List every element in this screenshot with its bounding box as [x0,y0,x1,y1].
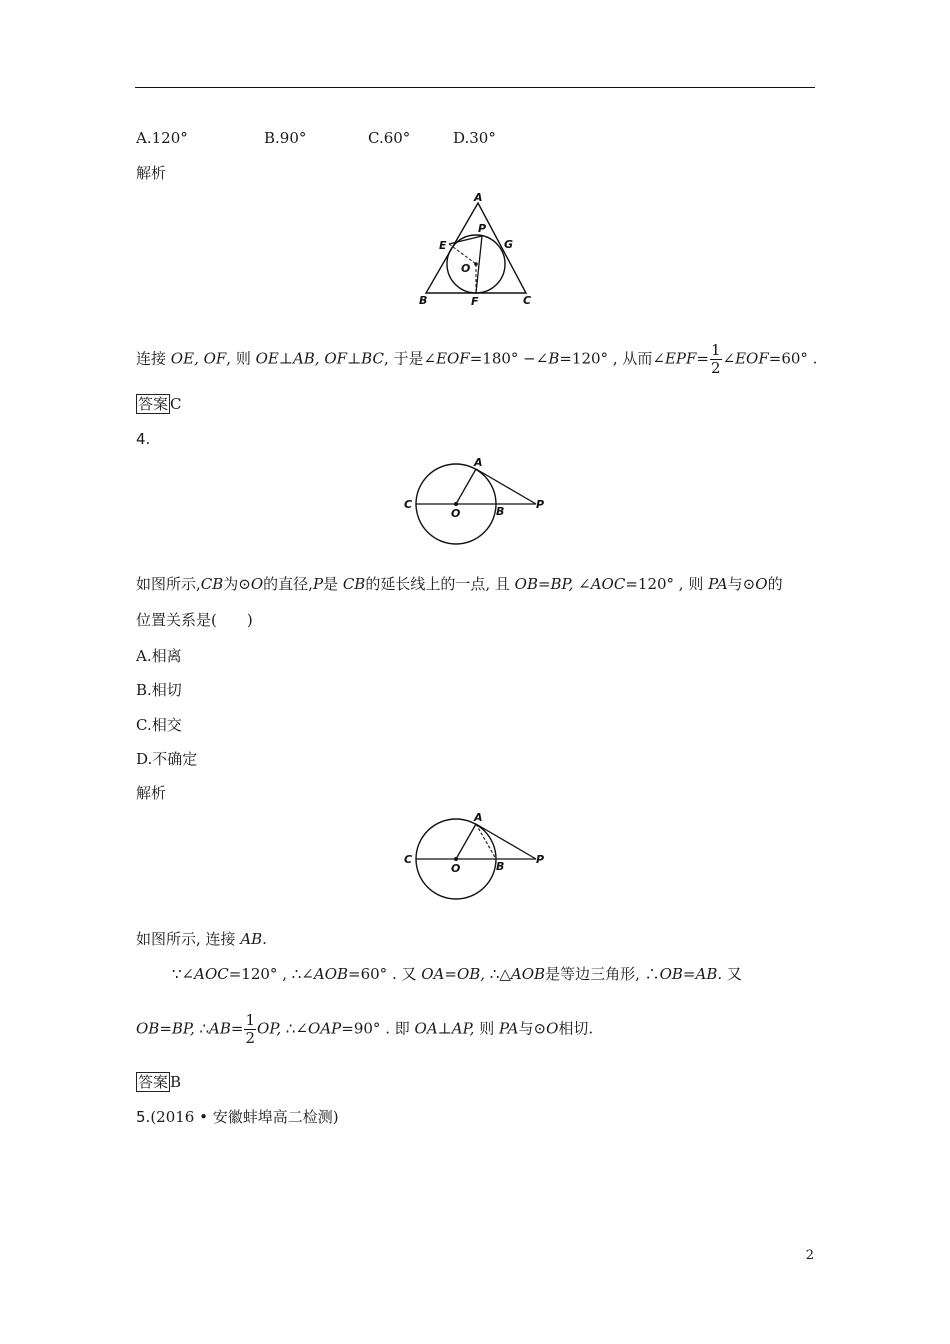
q5-source: (2016 • 安徽蚌埠高二检测) [150,1108,339,1126]
q3-answer-value: C [170,395,182,413]
q5-header [136,1107,339,1127]
q3-solution: 连接 OE, OF, 则 OE⊥AB, OF⊥BC, 于是∠EOF=180° −∠B=120° , 从而∠EPF= $\frac{1}{2}$ ∠EOF=60° . [136,341,818,377]
q4s-label-a: A [474,811,483,824]
q3-label-g: G [504,238,514,251]
q4s-label-o: O [451,862,461,875]
q4-label-p: P [536,498,545,511]
q4-solution-line1: 如图所示, 连接 AB. [136,930,267,948]
q4-option-a: A.相离 [136,647,182,665]
q3-label-p: P [478,222,487,235]
q3-fraction: $\frac{1}{2}$ [710,341,721,377]
q3-label-a: A [474,191,483,204]
q4-solution-figure [400,810,555,902]
q3-label-e: E [439,239,447,252]
q3-label-f: F [471,295,479,308]
q4-figure [400,455,555,547]
q3-label-b: B [419,294,428,307]
page-number: 2 [805,1248,814,1263]
header-rule [135,87,815,88]
q4-number: 4. [136,430,151,448]
q4-stem-line1: 如图所示,CB为⊙O的直径,P是 CB的延长线上的一点, 且 OB=BP, ∠AOC=120° , 则 PA与⊙O的 [136,575,783,593]
q4-label-c: C [404,498,413,511]
q4-fraction: $\frac{1}{2}$ [245,1011,256,1047]
q3-option-c: C.60° [368,129,411,147]
q4-answer-value: B [170,1073,182,1091]
q4s-label-c: C [404,853,413,866]
q4-answer-label: 答案 [138,1073,169,1091]
q4-option-d: D.不确定 [136,750,198,768]
q3-option-b: B.90° [264,129,307,147]
q4-solution-line2: ∵∠AOC=120° , ∴∠AOB=60° . 又 OA=OB, ∴△AOB是等边三角形, ∴OB=AB. 又 [172,965,742,983]
q4-label-a: A [474,456,483,469]
q3-figure [408,188,548,310]
q4-option-c: C.相交 [136,716,182,734]
q4-option-b: B.相切 [136,681,182,699]
q4-label-o: O [451,507,461,520]
q4-answer [136,1072,181,1092]
q4s-label-b: B [496,860,505,873]
q3-answer [136,394,182,414]
q4-analysis-label: 解析 [136,784,167,802]
q3-analysis-label: 解析 [136,164,167,182]
q4-solution-line3: OB=BP, ∴AB= $\frac{1}{2}$ OP, ∴∠OAP=90° . 即 OA⊥AP, 则 PA与⊙O相切. [136,1011,594,1047]
q4s-label-p: P [536,853,545,866]
q4-stem-line2: 位置关系是( ) [136,611,253,629]
q3-answer-label: 答案 [138,395,169,413]
q3-option-d: D.30° [453,129,496,147]
q3-label-o: O [461,262,471,275]
q4-label-b: B [496,505,505,518]
q3-label-c: C [523,294,532,307]
q5-number: 5. [136,1108,151,1126]
q3-option-a: A.120° [136,129,188,147]
